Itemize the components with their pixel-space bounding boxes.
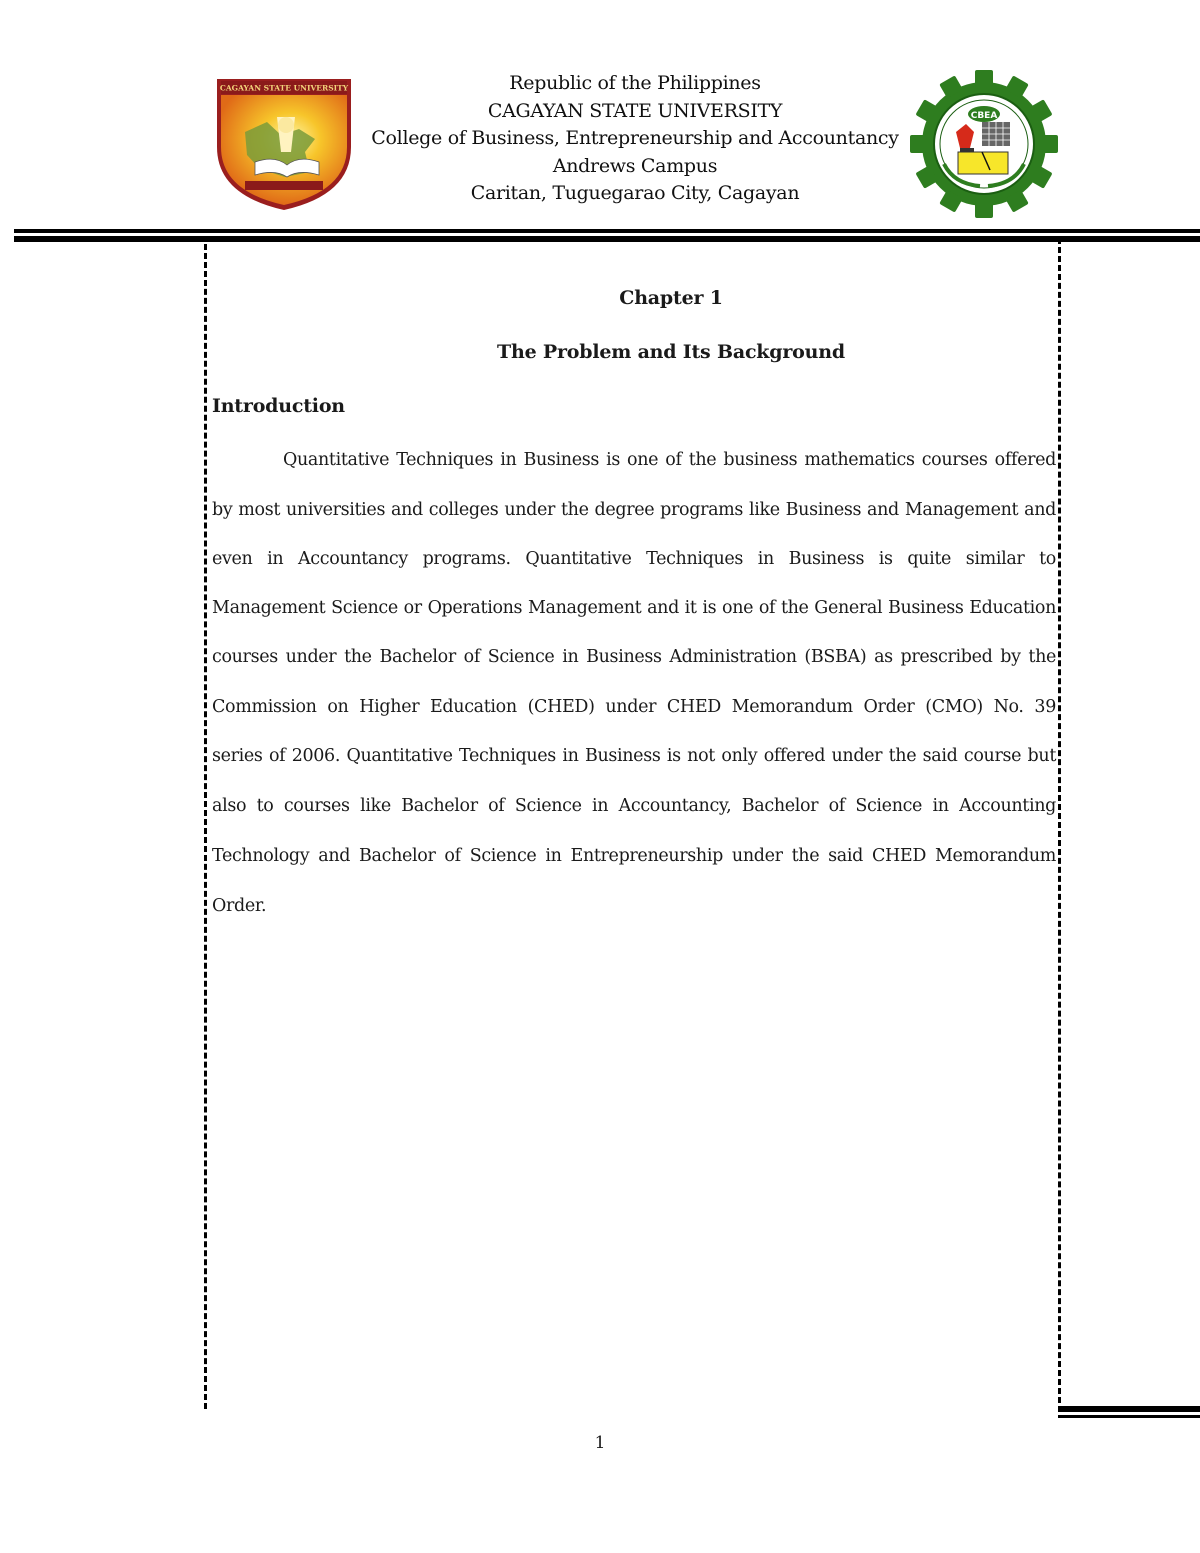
section-heading: Introduction [212,395,345,417]
paragraph-line: by most universities and colleges under the degree programs like Business and Management and [212,500,1056,520]
college-name: College of Business, Entrepreneurship and Accountancy [371,127,899,149]
paragraph-line: Technology and Bachelor of Science in Entrepreneurship under the said CHED Memorandum [212,846,1056,866]
chapter-heading: Chapter 1 [619,287,723,309]
institution-header [360,70,910,208]
paragraph-line: Management Science or Operations Management and it is one of the General Business Education [212,598,1056,618]
left-dashed-border [204,244,207,1409]
campus-name: Andrews Campus [552,154,718,177]
footer-rule-thin [1058,1415,1200,1418]
chapter-title: The Problem and Its Background [497,341,845,363]
paragraph-line: even in Accountancy programs. Quantitative Techniques in Business is quite similar to [212,549,1056,569]
paragraph-line: Quantitative Techniques in Business is one of the business mathematics courses offered [283,450,1056,470]
paragraph-line: courses under the Bachelor of Science in Business Administration (BSBA) as prescribed by the [212,647,1056,667]
seal-acronym-text: CBEA [970,111,998,121]
right-dashed-border [1058,238,1061,1403]
campus-address: Caritan, Tuguegarao City, Cagayan [470,182,800,204]
republic-line: Republic of the Philippines [509,72,761,94]
header-rule-thin [14,229,1200,233]
university-seal-logo [215,77,353,212]
paragraph-line: series of 2006. Quantitative Techniques in Business is not only offered under the said course but [212,746,1056,766]
page-number: 1 [594,1433,606,1453]
header-rule-thick [14,236,1200,242]
paragraph-line: Commission on Higher Education (CHED) under CHED Memorandum Order (CMO) No. 39 [212,697,1056,717]
footer-rule-thick [1058,1406,1200,1412]
seal-banner-text: CAGAYAN STATE UNIVERSITY [219,83,349,93]
university-name: CAGAYAN STATE UNIVERSITY [487,99,783,122]
paragraph-line: also to courses like Bachelor of Science in Accountancy, Bachelor of Science in Accounting [212,796,1056,816]
paragraph-line: Order. [212,896,267,916]
college-seal-logo [903,70,1065,218]
